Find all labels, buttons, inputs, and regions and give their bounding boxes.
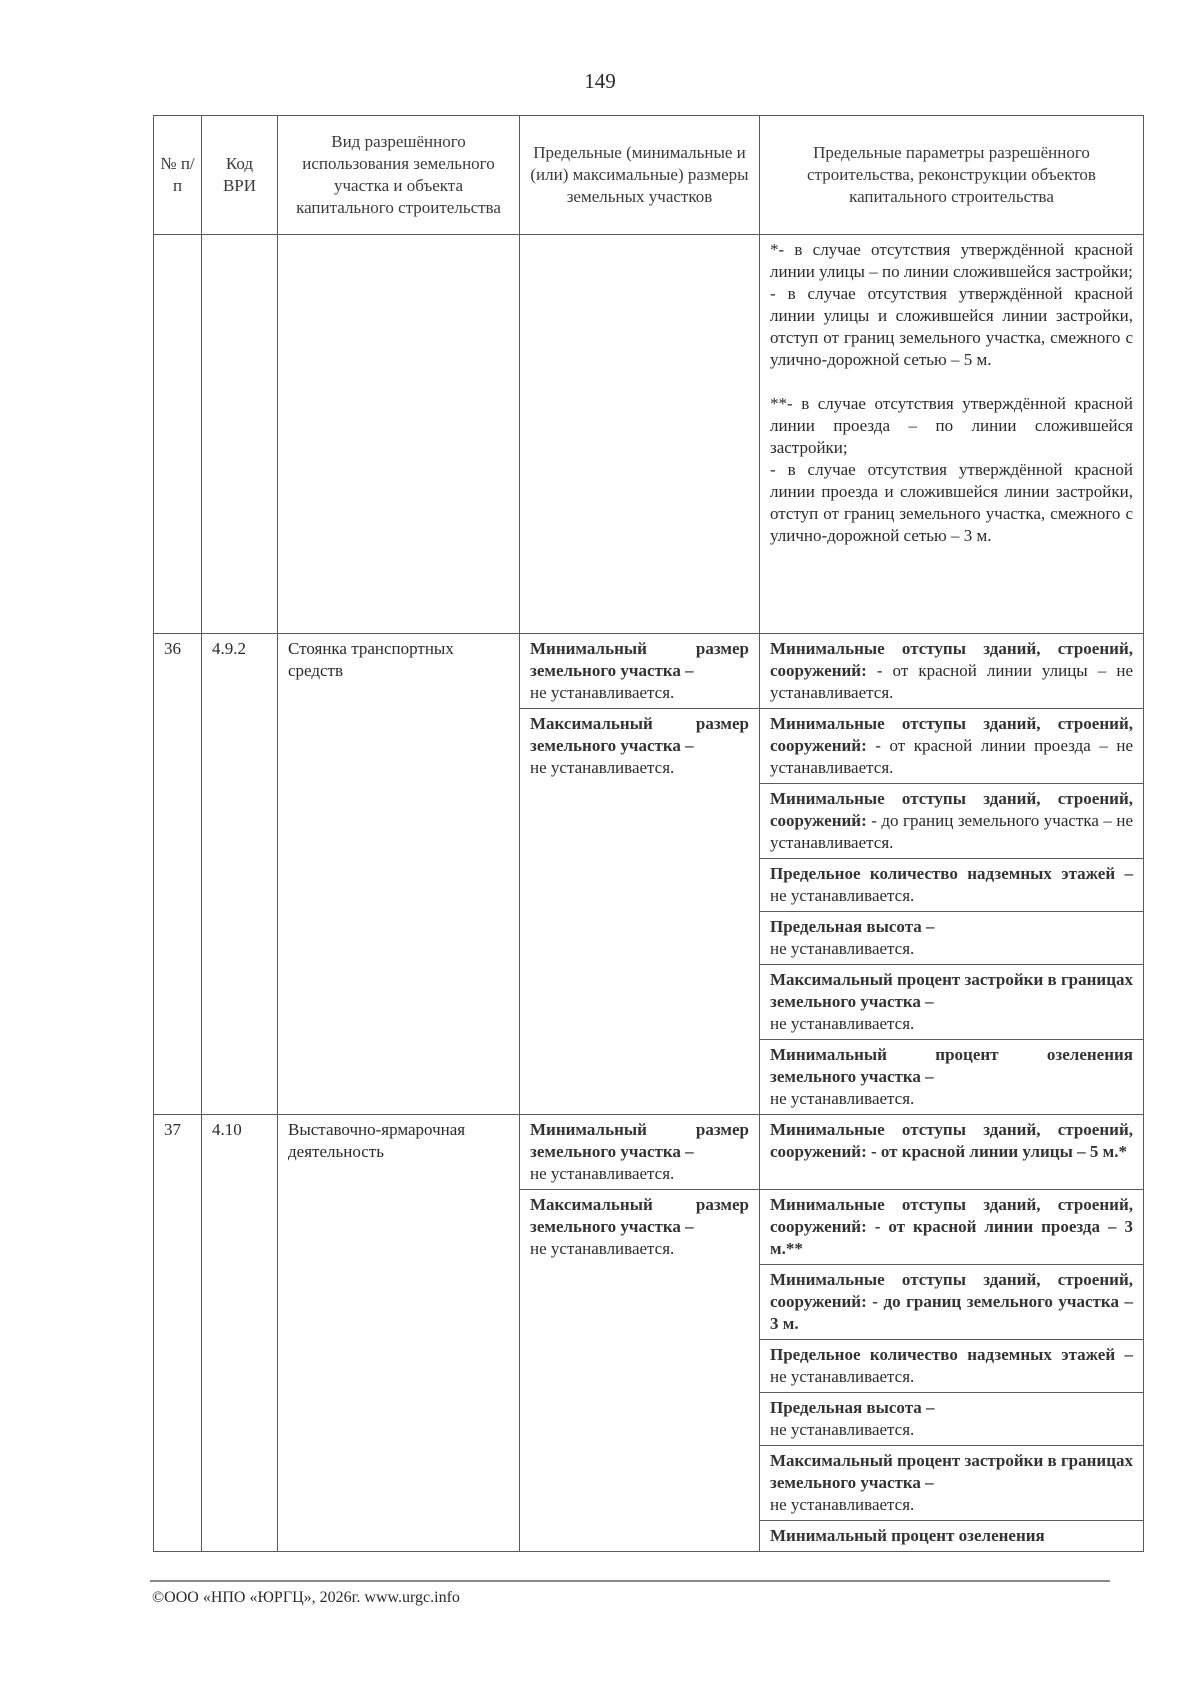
page-number: 149 (584, 69, 616, 93)
table-row (154, 1115, 1144, 1190)
max-size-cell (520, 1190, 760, 1552)
table-header-row (154, 116, 1144, 235)
param-text: не устанавливается. (770, 1420, 915, 1439)
param-text: - от красной линии проезда – не устанавливается. (770, 736, 1134, 777)
row-use-name: Выставочно-ярмарочная деятельность (278, 1115, 520, 1552)
max-size-label: Максимальный размер земельного участка – (530, 714, 749, 755)
param-cell (760, 859, 1144, 912)
param-cell (760, 1340, 1144, 1393)
param-label: Максимальный процент застройки в границах земельного участка – (770, 1451, 1134, 1492)
param-text: - от красной линии проезда – 3 м.** (770, 1217, 1134, 1258)
min-size-label: Минимальный размер земельного участка – (530, 639, 749, 680)
param-text: не устанавливается. (770, 939, 915, 958)
param-label: Минимальный процент озеленения земельного участка – (770, 1045, 1133, 1086)
param-label: Предельное количество надземных этажей – (770, 864, 1133, 883)
empty-cell (520, 235, 760, 634)
param-cell (760, 709, 1144, 784)
max-size-label: Максимальный размер земельного участка – (530, 1195, 749, 1236)
param-label: Минимальный процент озеленения (770, 1526, 1045, 1545)
param-label: Минимальные отступы зданий, строений, сооружений: (770, 789, 1133, 830)
param-label: Минимальные отступы зданий, строений, сооружений: (770, 639, 1133, 680)
param-text: - до границ земельного участка – не устанавливается. (770, 811, 1133, 852)
row-num: 36 (154, 634, 202, 1115)
table-row (154, 634, 1144, 709)
table-row (154, 235, 1144, 634)
param-label: Максимальный процент застройки в границах земельного участка – (770, 970, 1134, 1011)
param-text: - от красной линии улицы – не устанавливается. (770, 661, 1133, 702)
footnote-1-line-1: *- в случае отсутствия утверждённой красной линии улицы – по линии сложившейся застройки; (770, 240, 1133, 281)
footnote-1-line-2: - в случае отсутствия утверждённой красной линии улицы и сложившейся линии застройки, отступ от границ земельного участка, смежного с улично-дорожной сетью – 5 м. (770, 284, 1133, 369)
header-num: № п/п (154, 116, 202, 235)
header-construction-params: Предельные параметры разрешённого строительства, реконструкции объектов капитального строительства (760, 116, 1144, 235)
param-label: Предельная высота – (770, 917, 935, 936)
param-label: Минимальные отступы зданий, строений, сооружений: (770, 1270, 1133, 1311)
min-size-label: Минимальный размер земельного участка – (530, 1120, 749, 1161)
max-size-cell (520, 709, 760, 1115)
row-use-name: Стоянка транспортных средств (278, 634, 520, 1115)
param-cell (760, 1115, 1144, 1190)
empty-cell (154, 235, 202, 634)
param-cell (760, 965, 1144, 1040)
param-label: Минимальные отступы зданий, строений, сооружений: (770, 1195, 1133, 1236)
param-text: - от красной линии улицы – 5 м.* (871, 1142, 1127, 1161)
empty-cell (278, 235, 520, 634)
param-text: - до границ земельного участка – 3 м. (770, 1292, 1133, 1333)
param-cell (760, 634, 1144, 709)
row-code: 4.9.2 (202, 634, 278, 1115)
empty-cell (202, 235, 278, 634)
param-cell (760, 912, 1144, 965)
header-use-type: Вид разрешённого использования земельного участка и объекта капитального строительства (278, 116, 520, 235)
min-size-value: не устанавливается. (530, 1164, 675, 1183)
param-cell (760, 1190, 1144, 1265)
param-text: не устанавливается. (770, 1495, 915, 1514)
param-text: не устанавливается. (770, 1367, 915, 1386)
row-code: 4.10 (202, 1115, 278, 1552)
min-size-cell (520, 1115, 760, 1190)
max-size-value: не устанавливается. (530, 758, 675, 777)
param-cell (760, 1393, 1144, 1446)
param-cell (760, 784, 1144, 859)
footer-divider (150, 1580, 1110, 1582)
header-plot-size: Предельные (минимальные и (или) максимальные) размеры земельных участков (520, 116, 760, 235)
footer-copyright: ©ООО «НПО «ЮРГЦ», 2026г. www.urgc.info (152, 1589, 460, 1606)
param-label: Минимальные отступы зданий, строений, сооружений: (770, 714, 1133, 755)
min-size-value: не устанавливается. (530, 683, 675, 702)
row-num: 37 (154, 1115, 202, 1552)
param-text: не устанавливается. (770, 1089, 915, 1108)
param-text: не устанавливается. (770, 1014, 915, 1033)
param-text: не устанавливается. (770, 886, 915, 905)
header-code: Код ВРИ (202, 116, 278, 235)
param-label: Минимальные отступы зданий, строений, сооружений: (770, 1120, 1133, 1161)
param-cell (760, 1521, 1144, 1552)
footnote-2-line-1: **- в случае отсутствия утверждённой красной линии проезда – по линии сложившейся застройки; (770, 394, 1133, 457)
footnote-2-line-2: - в случае отсутствия утверждённой красной линии проезда и сложившейся линии застройки, отступ от границ земельного участка, смежного с улично-дорожной сетью – 3 м. (770, 460, 1133, 545)
param-cell (760, 1040, 1144, 1115)
param-cell (760, 1446, 1144, 1521)
regulations-table (153, 115, 1144, 1552)
max-size-value: не устанавливается. (530, 1239, 675, 1258)
footnotes-cell (760, 235, 1144, 634)
param-label: Предельная высота – (770, 1398, 935, 1417)
min-size-cell (520, 634, 760, 709)
param-cell (760, 1265, 1144, 1340)
param-label: Предельное количество надземных этажей – (770, 1345, 1133, 1364)
